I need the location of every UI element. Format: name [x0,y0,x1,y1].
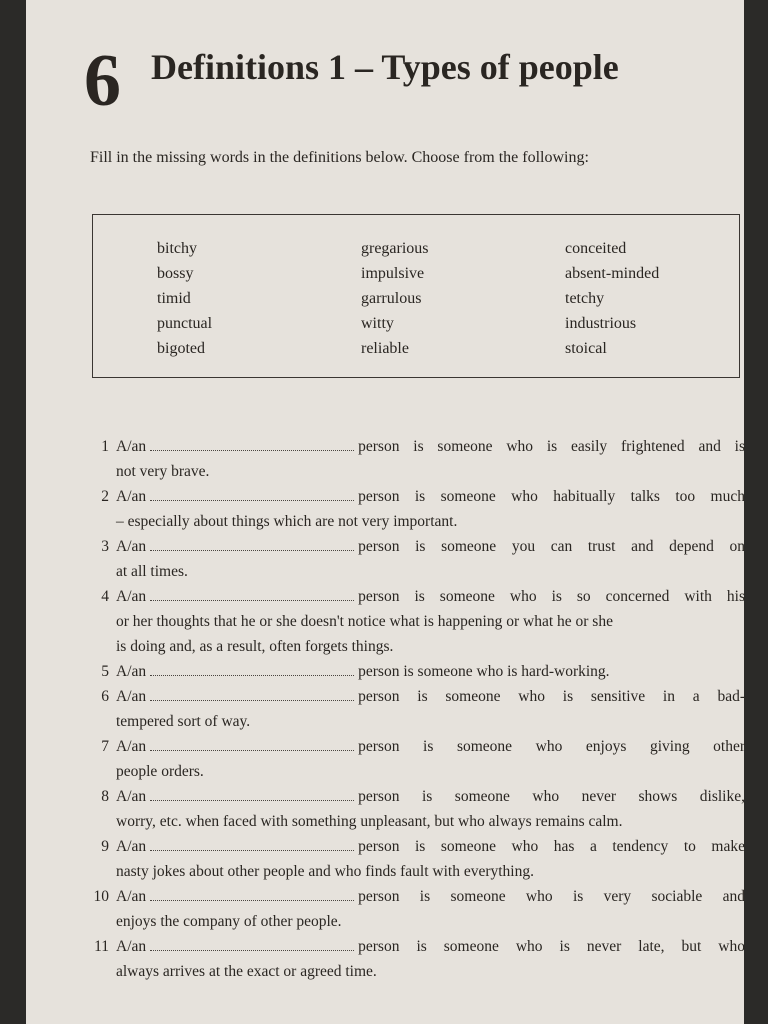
definition-text: person is someone you can trust and depend on [358,538,745,555]
definition-first-line [116,934,745,959]
word-option: bitchy [157,240,197,257]
definition-item [90,534,745,584]
answer-blank [150,435,354,451]
word-option: stoical [565,340,607,357]
article-prefix: A/an [116,438,147,455]
word-option: conceited [565,240,627,257]
chapter-number: 6 [84,40,121,122]
definition-continuation: – especially about things which are not very important. [116,513,458,530]
answer-blank [150,660,354,676]
definition-continuation: or her thoughts that he or she doesn't notice what is happening or what he or she [116,613,613,630]
item-number: 8 [101,788,109,805]
word-choices-box [92,214,740,378]
definition-item [90,884,745,934]
word-option: bossy [157,265,194,282]
item-number: 9 [101,838,109,855]
article-prefix: A/an [116,588,147,605]
article-prefix: A/an [116,838,147,855]
definition-first-line [116,884,745,909]
definitions-list [90,434,745,984]
definition-first-line [116,484,745,509]
answer-blank [150,735,354,751]
definition-continuation: at all times. [116,563,188,580]
word-column [361,236,429,361]
word-option: gregarious [361,240,429,257]
definition-text: person is someone who is very sociable and [358,888,745,905]
word-option: garrulous [361,290,422,307]
word-option: reliable [361,340,409,357]
definition-continuation: not very brave. [116,463,210,480]
word-option: impulsive [361,265,425,282]
definition-text: person is someone who is hard-working. [358,663,610,680]
definition-item [90,584,745,659]
answer-blank [150,935,354,951]
definition-text: person is someone who is sensitive in a bad- [358,688,745,705]
article-prefix: A/an [116,788,147,805]
definition-first-line [116,584,745,609]
definition-first-line [116,434,745,459]
word-option: witty [361,315,394,332]
definition-item [90,784,745,834]
item-number: 10 [93,888,109,905]
definition-text: person is someone who enjoys giving other [358,738,745,755]
definition-first-line [116,784,745,809]
article-prefix: A/an [116,663,147,680]
item-number: 6 [101,688,109,705]
definition-text: person is someone who habitually talks too much [358,488,745,505]
definition-continuation: always arrives at the exact or agreed time. [116,963,377,980]
definition-continuation: enjoys the company of other people. [116,913,342,930]
item-number: 3 [101,538,109,555]
definition-item [90,834,745,884]
definition-item [90,734,745,784]
definition-continuation: tempered sort of way. [116,713,251,730]
article-prefix: A/an [116,488,147,505]
answer-blank [150,585,354,601]
definition-first-line [116,834,745,859]
word-option: timid [157,290,191,307]
definition-item [90,934,745,984]
definition-continuation: is doing and, as a result, often forgets things. [116,638,394,655]
definition-text: person is someone who is never late, but who [358,938,745,955]
article-prefix: A/an [116,688,147,705]
item-number: 7 [101,738,109,755]
answer-blank [150,685,354,701]
answer-blank [150,485,354,501]
item-number: 11 [94,938,109,955]
item-number: 4 [101,588,109,605]
word-option: absent-minded [565,265,660,282]
word-option: industrious [565,315,637,332]
word-option: bigoted [157,340,205,357]
word-option: tetchy [565,290,605,307]
definition-first-line [116,734,745,759]
definition-first-line [116,659,745,684]
item-number: 1 [101,438,109,455]
instructions-text: Fill in the missing words in the definitions below. Choose from the following: [90,149,589,166]
definition-item [90,484,745,534]
word-column [157,236,212,361]
article-prefix: A/an [116,888,147,905]
definition-text: person is someone who never shows dislike, [358,788,745,805]
word-column [565,236,659,361]
definition-continuation: worry, etc. when faced with something unpleasant, but who always remains calm. [116,813,623,830]
answer-blank [150,885,354,901]
definition-continuation: people orders. [116,763,204,780]
definition-first-line [116,534,745,559]
answer-blank [150,835,354,851]
article-prefix: A/an [116,538,147,555]
definition-continuation: nasty jokes about other people and who finds fault with everything. [116,863,534,880]
definition-item [90,659,745,684]
definition-text: person is someone who has a tendency to make [358,838,745,855]
definition-item [90,684,745,734]
answer-blank [150,535,354,551]
item-number: 2 [101,488,109,505]
book-page [26,0,744,1024]
definition-item [90,434,745,484]
answer-blank [150,785,354,801]
article-prefix: A/an [116,938,147,955]
definition-text: person is someone who is easily frightened and is [358,438,745,455]
article-prefix: A/an [116,738,147,755]
definition-text: person is someone who is so concerned with his [358,588,745,605]
page-title: Definitions 1 – Types of people [151,47,619,87]
definition-first-line [116,684,745,709]
item-number: 5 [101,663,109,680]
word-option: punctual [157,315,213,332]
